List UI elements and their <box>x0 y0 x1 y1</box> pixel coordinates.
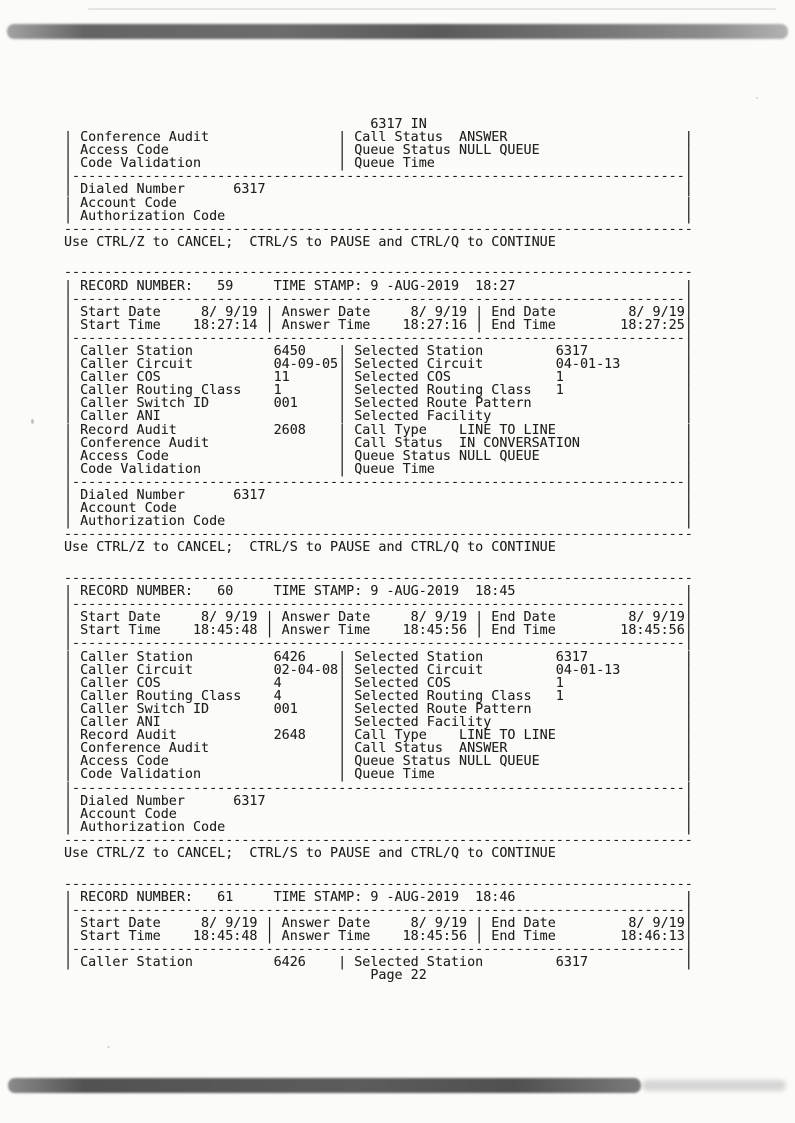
text-line: ------------------------------------------------------------------------------ <box>64 832 693 848</box>
text-line: | RECORD NUMBER: 61 TIME STAMP: 9 -AUG-2019 18:46 | <box>64 889 693 905</box>
text-line: | Code Validation | Queue Time | <box>64 767 693 783</box>
text-line: |----------------------------------------------------------------------------| <box>64 942 693 958</box>
text-line: | Account Code | <box>64 806 693 822</box>
text-line: | Account Code | <box>64 501 693 517</box>
text-line: | Caller Switch ID 001 | Selected Route Pattern | <box>64 701 693 717</box>
text-line: |----------------------------------------------------------------------------| <box>64 169 693 185</box>
text-line: 6317 IN <box>64 117 427 132</box>
text-line: ------------------------------------------------------------------------------ <box>64 527 693 543</box>
text-line: | Record Audit 2608 | Call Type LINE TO LINE | <box>64 422 693 438</box>
text-line: | Start Time 18:27:14 | Answer Time 18:27:16 | End Time 18:27:25| <box>64 317 693 333</box>
text-line: | Authorization Code | <box>64 819 693 835</box>
text-line: |----------------------------------------------------------------------------| <box>64 330 693 346</box>
text-line: | Start Date 8/ 9/19 | Answer Date 8/ 9/19 | End Date 8/ 9/19| <box>64 304 693 320</box>
page-footer <box>64 969 693 982</box>
record-60 <box>64 572 693 860</box>
text-line: ------------------------------------------------------------------------------ <box>64 571 693 586</box>
text-line: Use CTRL/Z to CANCEL; CTRL/S to PAUSE and CTRL/Q to CONTINUE <box>64 234 556 250</box>
text-line: Use CTRL/Z to CANCEL; CTRL/S to PAUSE and CTRL/Q to CONTINUE <box>64 845 556 861</box>
text-line: | Conference Audit | Call Status ANSWER | <box>64 130 693 146</box>
text-line: | Record Audit 2648 | Call Type LINE TO LINE | <box>64 728 693 744</box>
text-line: | Conference Audit | Call Status ANSWER | <box>64 741 693 757</box>
text-line: |----------------------------------------------------------------------------| <box>64 902 693 918</box>
scan-smudge-bottom <box>8 1078 641 1093</box>
text-line: | Caller Station 6450 | Selected Station 6317 | <box>64 344 693 359</box>
text-line: |----------------------------------------------------------------------------| <box>64 291 693 307</box>
text-line: |----------------------------------------------------------------------------| <box>64 780 693 796</box>
text-line: | Code Validation | Queue Time | <box>64 156 693 172</box>
text-line: ------------------------------------------------------------------------------ <box>64 221 693 237</box>
text-line: | Dialed Number 6317 | <box>64 488 693 504</box>
text-line: |----------------------------------------------------------------------------| <box>64 636 693 652</box>
scan-smudge-top <box>7 24 788 39</box>
text-line: |----------------------------------------------------------------------------| <box>64 474 693 490</box>
text-line: | Caller Routing Class 1 | Selected Routing Class 1 | <box>64 383 693 399</box>
text-line: |----------------------------------------------------------------------------| <box>64 597 693 613</box>
record-61-partial <box>64 878 693 970</box>
scan-edge-line <box>88 8 776 10</box>
text-line: | Access Code | Queue Status NULL QUEUE | <box>64 754 693 770</box>
text-line: | Conference Audit | Call Status IN CONVERSATION | <box>64 435 693 451</box>
record-fragment-top <box>64 118 693 249</box>
text-line: | Dialed Number 6317 | <box>64 182 693 198</box>
scan-speck <box>31 419 34 424</box>
report-text <box>64 118 693 982</box>
text-line: | Access Code | Queue Status NULL QUEUE | <box>64 143 693 159</box>
text-line: ------------------------------------------------------------------------------ <box>64 265 693 281</box>
text-line: | Start Time 18:45:48 | Answer Time 18:45:56 | End Time 18:45:56| <box>64 623 693 639</box>
text-line: Use CTRL/Z to CANCEL; CTRL/S to PAUSE and CTRL/Q to CONTINUE <box>64 540 556 556</box>
text-line: | Start Time 18:45:48 | Answer Time 18:45:56 | End Time 18:46:13| <box>64 928 693 944</box>
text-line: | Caller ANI | Selected Facility | <box>64 409 693 425</box>
text-line: | Caller COS 4 | Selected COS 1 | <box>64 675 693 691</box>
text-line: | Authorization Code | <box>64 514 693 530</box>
text-line: | Dialed Number 6317 | <box>64 793 693 809</box>
text-line: Page 22 <box>64 968 427 984</box>
text-line: | Caller Station 6426 | Selected Station 6317 | <box>64 649 693 665</box>
text-line: | Access Code | Queue Status NULL QUEUE | <box>64 448 693 464</box>
scan-speck <box>756 97 758 99</box>
text-line: | RECORD NUMBER: 59 TIME STAMP: 9 -AUG-2019 18:27 | <box>64 278 693 294</box>
text-line: | Caller COS 11 | Selected COS 1 | <box>64 370 693 386</box>
text-line: | Caller Circuit 04-09-05| Selected Circuit 04-01-13 | <box>64 357 693 373</box>
text-line: | Caller Routing Class 4 | Selected Routing Class 1 | <box>64 688 693 704</box>
text-line: | Code Validation | Queue Time | <box>64 461 693 477</box>
text-line: | RECORD NUMBER: 60 TIME STAMP: 9 -AUG-2019 18:45 | <box>64 584 693 600</box>
text-line: | Caller Switch ID 001 | Selected Route Pattern | <box>64 396 693 412</box>
scan-speck <box>107 1046 110 1048</box>
text-line: | Authorization Code | <box>64 208 693 224</box>
text-line: | Start Date 8/ 9/19 | Answer Date 8/ 9/19 | End Date 8/ 9/19| <box>64 915 693 931</box>
text-line: | Caller Circuit 02-04-08| Selected Circuit 04-01-13 | <box>64 662 693 678</box>
text-line: | Caller Station 6426 | Selected Station 6317 | <box>64 955 693 971</box>
text-line: ------------------------------------------------------------------------------ <box>64 876 693 892</box>
text-line: | Start Date 8/ 9/19 | Answer Date 8/ 9/19 | End Date 8/ 9/19| <box>64 610 693 626</box>
text-line: | Account Code | <box>64 195 693 211</box>
scan-smudge-bottom-tail <box>642 1080 786 1091</box>
record-59 <box>64 266 693 554</box>
text-line: | Caller ANI | Selected Facility | <box>64 715 693 731</box>
